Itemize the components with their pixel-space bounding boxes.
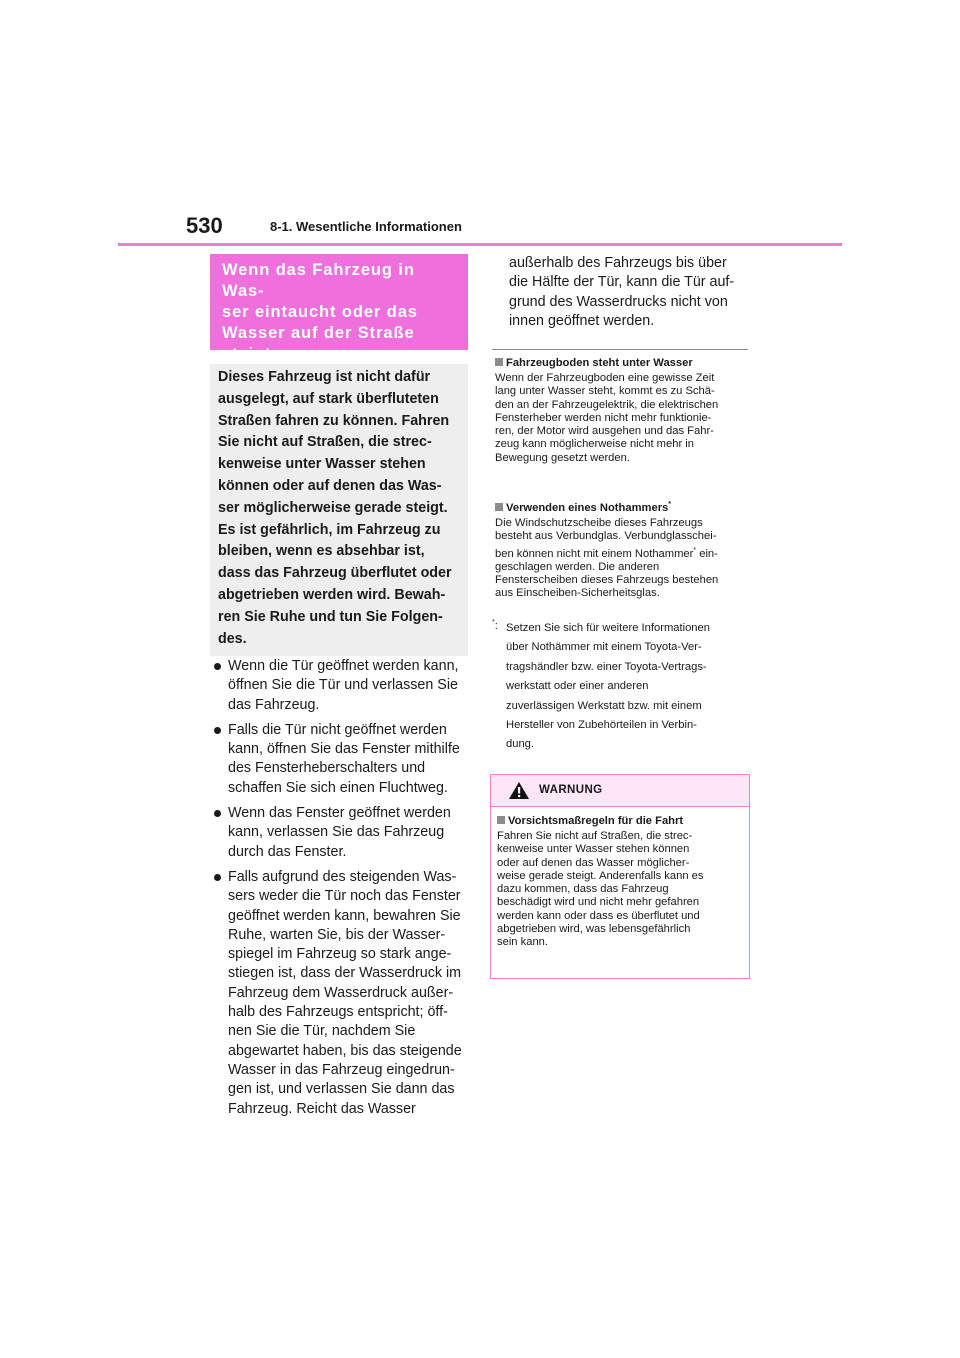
warning-header — [491, 775, 749, 807]
gray-square-icon — [495, 503, 503, 511]
list-item: Wenn die Tür geöffnet werden kann, öffnen Sie die Tür und verlassen Sie das Fahrzeug. — [210, 657, 468, 715]
bullet-icon — [214, 874, 221, 881]
warning-body — [491, 807, 749, 950]
list-item: Falls aufgrund des steigenden Was- sers weder die Tür noch das Fenster geöffnet werden kann, bewahren Sie Ruhe, warten Sie, bis der Wasser- spiegel im Fahrzeug so stark ange- stiegen ist, dass der Wasserdruck im Fahrzeug dem Wasserdruck außer- halb des Fahrzeugs entspricht; öff- nen Sie die Tür, nachdem Sie abgewartet haben, bis das steigende Wasser in das Fahrzeug eingedrun- gen ist, und verlassen Sie dann das Fahrzeug. Reicht das Wasser — [210, 868, 468, 1119]
warning-title: WARNUNG — [539, 784, 603, 796]
intro-text: Dieses Fahrzeug ist nicht dafür ausgelegt, auf stark überfluteten Straßen fahren zu können. Fahren Sie nicht auf Straßen, die strec- kenweise unter Wasser stehen können oder auf denen das Was- ser möglicherweise gerade steigt. Es ist gefährlich, im Fahrzeug zu bleiben, wenn es absehbar ist, dass das Fahrzeug überflutet oder abgetrieben werden wird. Bewah- ren Sie Ruhe und tun Sie Folgen- des. — [218, 369, 452, 647]
list-item: Wenn das Fenster geöffnet werden kann, verlassen Sie das Fahrzeug durch das Fenster. — [210, 804, 468, 862]
footnote-marker: *: — [492, 619, 498, 632]
section-title: 8-1. Wesentliche Informationen — [270, 219, 462, 234]
header-rule — [118, 243, 842, 246]
bullet-icon — [214, 663, 221, 670]
instruction-list — [210, 657, 468, 1125]
subsection-divider — [492, 349, 748, 350]
subsection-title: Fahrzeugboden steht unter Wasser — [495, 356, 749, 370]
subsection-body: Die Windschutzscheibe dieses Fahrzeugs besteht aus Verbundglas. Verbundglasschei- ben können nicht mit einem Nothammer* ein- geschlagen werden. Die anderen Fensterscheiben dieses Fahrzeugs bestehen aus Einscheiben-Sicherheitsglas. — [495, 517, 719, 600]
bullet-icon — [214, 810, 221, 817]
warning-triangle-icon — [508, 781, 530, 800]
section-heading-box — [210, 254, 468, 363]
list-item: Falls die Tür nicht geöffnet werden kann, öffnen Sie das Fenster mithilfe des Fensterheberschalters und schaffen Sie sich einen Fluchtweg. — [210, 721, 468, 798]
gray-square-icon — [497, 816, 505, 824]
subsection-title: Verwenden eines Nothammers* — [495, 498, 749, 515]
bullet-continuation: außerhalb des Fahrzeugs bis über die Hälfte der Tür, kann die Tür auf- grund des Wasserdrucks nicht von innen geöffnet werden. — [509, 255, 735, 329]
footnote — [492, 619, 746, 755]
warning-box — [490, 774, 750, 979]
subsection-body: Wenn der Fahrzeugboden eine gewisse Zeit lang unter Wasser steht, kommt es zu Schä- den an der Fahrzeugelektrik, die elektrischen Fensterheber werden nicht mehr funktionie- ren, der Motor wird ausgehen und das Fahr- zeug kann möglicherweise nicht mehr in Bewegung gesetzt werden. — [495, 372, 719, 464]
bullet-icon — [214, 727, 221, 734]
page-number: 530 — [186, 213, 223, 238]
warning-subtitle: Vorsichtsmaßregeln für die Fahrt — [497, 814, 743, 828]
section-heading: Wenn das Fahrzeug in Was- ser eintaucht oder das Wasser auf der Straße steigt — [222, 261, 418, 363]
subsection-hammer — [495, 498, 749, 601]
subsection-floor — [495, 356, 749, 465]
intro-box — [210, 364, 468, 656]
footnote-text: Setzen Sie sich für weitere Informationen über Nothämmer mit einem Toyota-Ver- tragshändler bzw. einer Toyota-Vertrags- werkstatt oder einer anderen zuverlässigen Werkstatt bzw. mit einem Hersteller von Zubehörteilen in Verbin- dung. — [506, 622, 710, 751]
warning-text: Fahren Sie nicht auf Straßen, die strec- kenweise unter Wasser stehen können oder auf denen das Wasser möglicher- weise gerade steigt. Anderenfalls kann es dazu kommen, dass das Fahrzeug beschädigt wird und nicht mehr gefahren werden kann oder dass es überflutet und abgetrieben wird, was lebensgefährlich sein kann. — [497, 830, 704, 949]
gray-square-icon — [495, 358, 503, 366]
